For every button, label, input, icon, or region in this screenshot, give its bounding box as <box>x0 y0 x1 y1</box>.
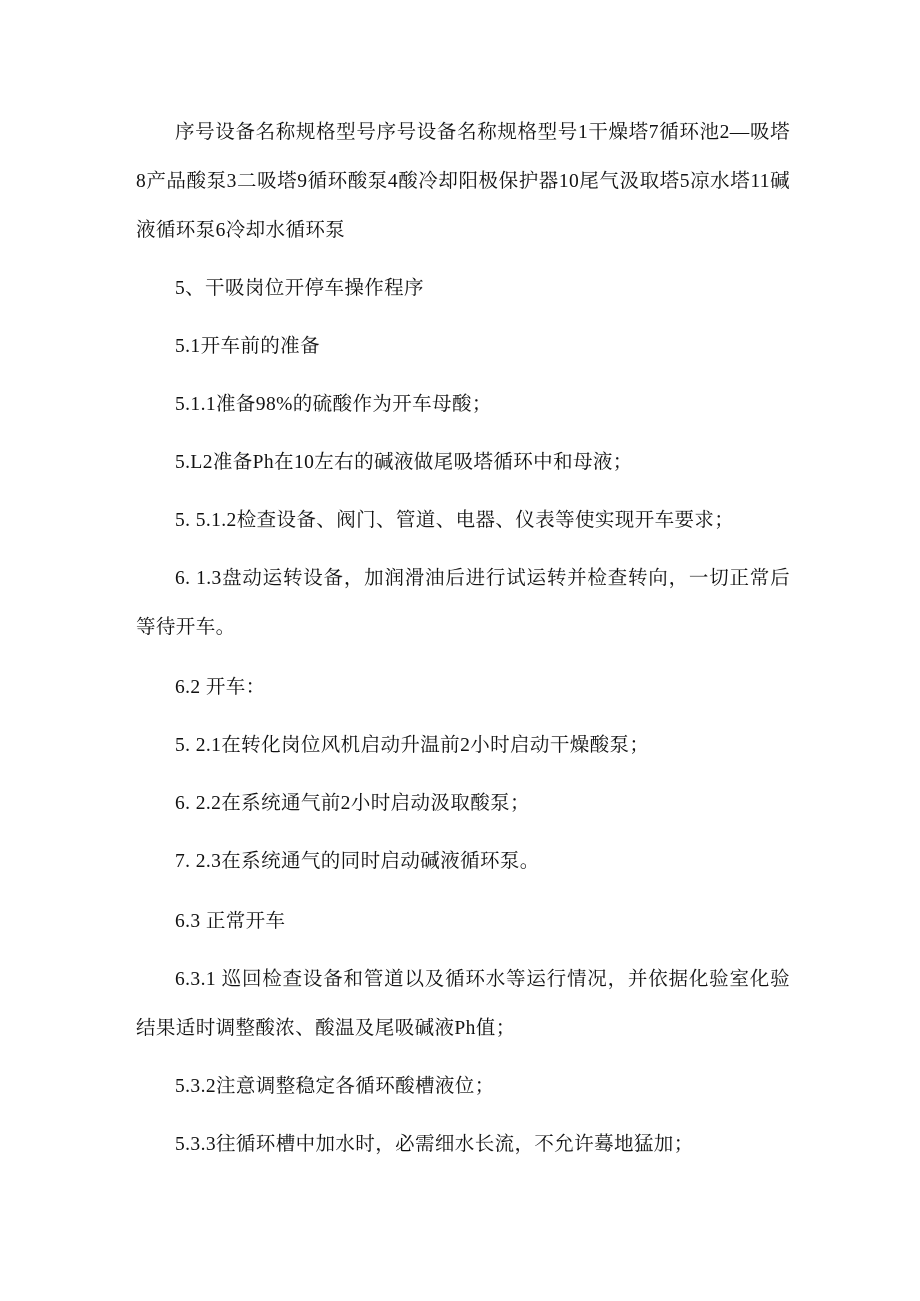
paragraph-subsection-heading: 5.1开车前的准备 <box>175 336 320 357</box>
paragraph-subsection-heading: 6.2 开车： <box>175 677 266 698</box>
paragraph-item: 5. 2.1在转化岗位风机启动升温前2小时启动干燥酸泵； <box>175 735 650 756</box>
paragraph-item: 5.3.2注意调整稳定各循环酸槽液位； <box>175 1076 495 1097</box>
paragraph-equipment-list: 序号设备名称规格型号序号设备名称规格型号1干燥塔7循环池2—吸塔8产品酸泵3二吸塔9循环酸泵4酸冷却阳极保护器10尾气汲取塔5凉水塔11碱液循环泵6冷却水循环泵 <box>136 122 790 241</box>
paragraph-section-heading: 5、干吸岗位开停车操作程序 <box>175 278 424 299</box>
paragraph-item: 5.3.3往循环槽中加水时，必需细水长流，不允许蓦地猛加； <box>175 1134 694 1155</box>
paragraph-item: 5. 5.1.2检查设备、阀门、管道、电器、仪表等使实现开车要求； <box>175 510 735 531</box>
paragraph-item: 7. 2.3在系统通气的同时启动碱液循环泵。 <box>175 851 540 872</box>
paragraph-subsection-heading: 6.3 正常开车 <box>175 911 286 932</box>
document-body <box>136 108 790 1169</box>
paragraph-item: 5.L2准备Ph在10左右的碱液做尾吸塔循环中和母液； <box>175 452 633 473</box>
paragraph-item: 6.3.1 巡回检查设备和管道以及循环水等运行情况，并依据化验室化验结果适时调整酸浓、酸温及尾吸碱液Ph值； <box>136 969 790 1039</box>
paragraph-item: 6. 1.3盘动运转设备，加润滑油后进行试运转并检查转向，一切正常后等待开车。 <box>136 568 790 638</box>
paragraph-item: 6. 2.2在系统通气前2小时启动汲取酸泵； <box>175 793 530 814</box>
paragraph-item: 5.1.1准备98%的硫酸作为开车母酸； <box>175 394 492 415</box>
